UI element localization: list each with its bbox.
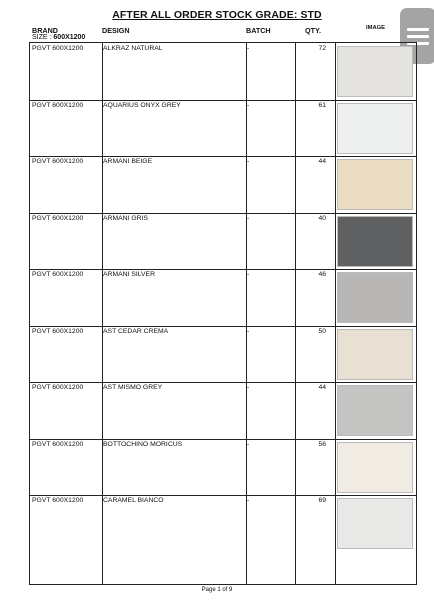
brand-cell: PGVT 600X1200 [32,214,84,222]
tile-image [337,46,413,97]
design-cell: BOTTOCHINO MORICUS [103,440,183,448]
row-divider [30,156,416,157]
batch-cell: - [247,45,250,52]
design-cell: ALKRAZ NATURAL [103,45,163,52]
tile-image [337,385,413,436]
batch-cell: - [247,101,250,109]
batch-cell: - [247,271,250,278]
brand-cell: PGVT 600X1200 [32,440,84,448]
batch-cell: - [247,497,250,504]
brand-cell: PGVT 600X1200 [32,497,84,504]
design-cell: ARMANI SILVER [103,271,155,278]
brand-cell: PGVT 600X1200 [32,101,84,109]
brand-cell: PGVT 600X1200 [32,271,84,278]
batch-cell: - [247,384,250,391]
column-divider [295,43,296,584]
tile-image [337,216,413,267]
row-divider [30,495,416,496]
size-line [32,34,85,41]
row-divider [30,439,416,440]
tile-image [337,159,413,210]
qty-cell: 44 [318,158,326,165]
batch-cell: - [247,440,250,448]
row-divider [30,269,416,270]
design-cell: AST MISMO GREY [103,384,163,391]
stock-table [29,42,417,585]
col-header-design: DESIGN [102,26,130,35]
size-value: 600X1200 [53,34,86,41]
size-label: SIZE : [32,34,52,41]
tile-image [337,442,413,493]
design-cell: AST CEDAR CREMA [103,327,169,335]
brand-cell: PGVT 600X1200 [32,384,84,391]
design-cell: ARMANI BEIGE [103,158,153,165]
qty-cell: 72 [318,45,326,52]
qty-cell: 56 [318,440,326,448]
brand-cell: PGVT 600X1200 [32,158,84,165]
tile-image [337,272,413,323]
qty-cell: 46 [318,271,326,278]
tile-image [337,329,413,380]
design-cell: CARAMEL BIANCO [103,497,164,504]
row-divider [30,213,416,214]
qty-cell: 44 [318,384,326,391]
brand-cell: PGVT 600X1200 [32,327,84,335]
col-header-batch: BATCH [246,26,271,35]
column-divider [335,43,336,584]
design-cell: ARMANI GRIS [103,214,148,222]
col-header-brand: BRAND [32,26,58,35]
page-number: Page 1 of 9 [201,587,233,593]
brand-cell: PGVT 600X1200 [32,45,84,52]
col-header-qty: QTY. [305,26,321,35]
qty-cell: 50 [318,327,326,335]
batch-cell: - [247,214,250,222]
row-divider [30,382,416,383]
tile-image [337,103,413,154]
page-title: AFTER ALL ORDER STOCK GRADE: STD [112,9,322,21]
row-divider [30,100,416,101]
tile-image [337,498,413,549]
batch-cell: - [247,158,250,165]
design-cell: AQUARIUS ONYX GREY [103,101,181,109]
batch-cell: - [247,327,250,335]
row-divider [30,326,416,327]
qty-cell: 61 [318,101,326,109]
qty-cell: 40 [318,214,326,222]
col-header-image: IMAGE [366,25,386,31]
qty-cell: 69 [318,497,326,504]
